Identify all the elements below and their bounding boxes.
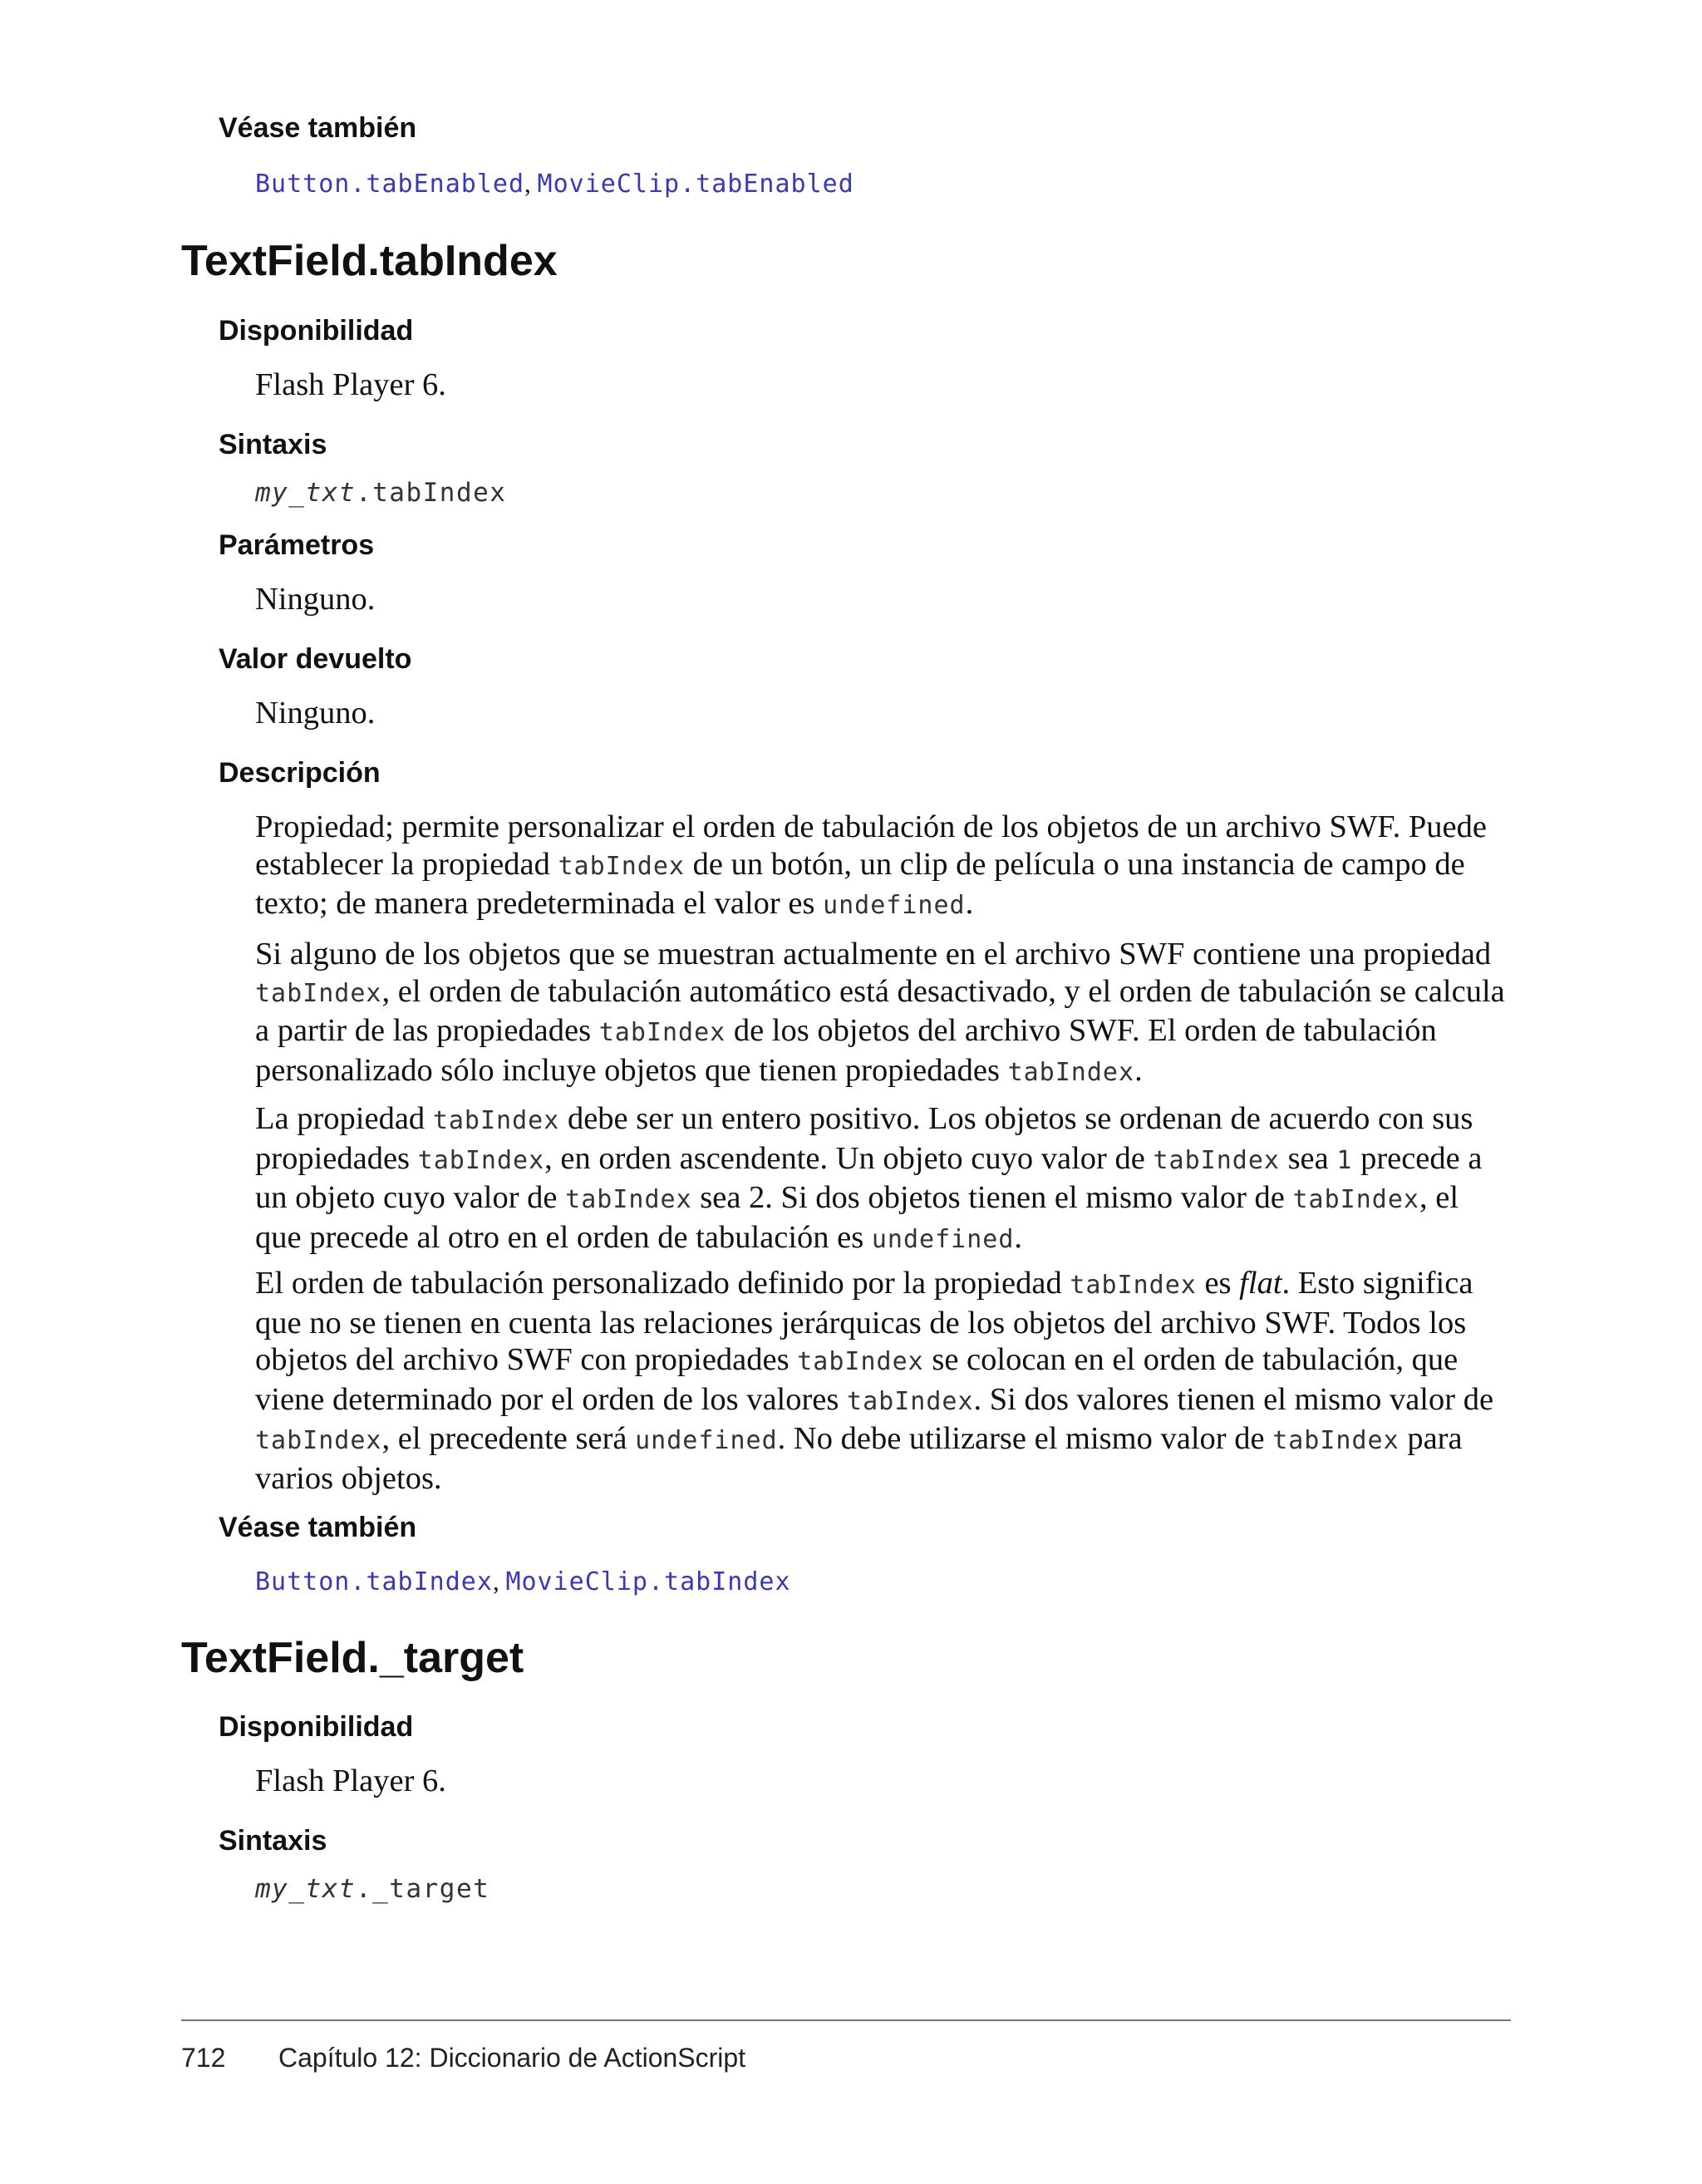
code-run: undefined: [635, 1426, 778, 1455]
return-value-text: Ninguno.: [255, 696, 376, 730]
text-run: debe ser un entero positivo. Los objetos se ordenan de acuerdo con sus propiedades: [255, 1101, 1473, 1176]
text-run: , el orden de tabulación automático está desactivado, y el orden de tabulación se calcula a partir de las propiedades: [255, 973, 1505, 1048]
separator: ,: [524, 169, 538, 198]
description-heading: Descripción: [219, 757, 381, 789]
see-also-heading-2: Véase también: [219, 1512, 417, 1543]
text-run: , en orden ascendente. Un objeto cuyo valor de: [544, 1140, 1154, 1176]
chapter-title: Capítulo 12: Diccionario de ActionScript: [278, 2043, 746, 2073]
text-run: sea: [1279, 1140, 1337, 1176]
code-run: undefined: [871, 1224, 1015, 1254]
text-run: , el precedente será: [381, 1421, 636, 1456]
section-title-tabindex: TextField.tabIndex: [181, 237, 558, 285]
footer-rule: [181, 2019, 1511, 2021]
syntax-object: my_txt: [255, 1874, 356, 1904]
text-run: .: [965, 886, 974, 921]
text-run: El orden de tabulación personalizado definido por la propiedad: [255, 1266, 1070, 1301]
link-button-tabenabled[interactable]: Button.tabEnabled: [255, 170, 525, 199]
code-run: tabIndex: [565, 1185, 692, 1214]
code-run: tabIndex: [1007, 1057, 1135, 1087]
code-run: tabIndex: [255, 978, 382, 1008]
code-run: tabIndex: [1153, 1145, 1280, 1175]
parameters-heading: Parámetros: [219, 529, 375, 561]
syntax-property: .tabIndex: [355, 478, 507, 508]
code-run: undefined: [823, 891, 966, 920]
syntax-property: ._target: [355, 1874, 490, 1904]
code-run: tabIndex: [255, 1426, 382, 1455]
description-paragraph-2: [255, 936, 1506, 1091]
link-button-tabindex[interactable]: Button.tabIndex: [255, 1567, 493, 1596]
code-run: tabIndex: [1272, 1426, 1399, 1455]
availability-text: Flash Player 6.: [255, 367, 446, 402]
return-value-heading: Valor devuelto: [219, 643, 412, 675]
syntax-code: [255, 476, 506, 509]
text-run: sea 2. Si dos objetos tienen el mismo valor de: [691, 1180, 1293, 1215]
syntax-heading-2: Sintaxis: [219, 1825, 327, 1857]
availability-heading: Disponibilidad: [219, 315, 414, 347]
description-paragraph-1: [255, 809, 1506, 925]
text-run: es: [1196, 1266, 1240, 1301]
text-run: .: [1134, 1052, 1143, 1088]
code-run: 1: [1336, 1145, 1353, 1175]
text-run: precede a un objeto cuyo valor de: [255, 1140, 1483, 1215]
description-paragraph-3: [255, 1100, 1506, 1258]
separator: ,: [492, 1567, 506, 1596]
italic-run: flat: [1239, 1266, 1282, 1301]
text-run: .: [1014, 1219, 1023, 1255]
code-run: tabIndex: [417, 1145, 545, 1175]
text-run: de un botón, un clip de película o una instancia de campo de texto; de manera predeterminada el valor es: [255, 846, 1465, 921]
syntax-code-2: [255, 1872, 489, 1906]
code-run: tabIndex: [558, 851, 685, 881]
see-also-heading: Véase también: [219, 112, 417, 144]
text-run: para varios objetos.: [255, 1421, 1463, 1496]
text-run: . No debe utilizarse el mismo valor de: [777, 1421, 1273, 1456]
code-run: tabIndex: [432, 1106, 560, 1135]
code-run: tabIndex: [797, 1347, 924, 1376]
see-also-links-2: [255, 1565, 791, 1599]
code-run: tabIndex: [598, 1018, 726, 1047]
code-run: tabIndex: [1292, 1185, 1419, 1214]
link-movieclip-tabindex[interactable]: MovieClip.tabIndex: [505, 1567, 791, 1596]
section-title-target: TextField._target: [181, 1634, 524, 1682]
see-also-links: [255, 167, 854, 201]
text-run: . Esto significa que no se tienen en cuenta las relaciones jerárquicas de los objetos del archivo SWF. Todos los objetos del archivo SWF con propiedades: [255, 1266, 1473, 1377]
link-movieclip-tabenabled[interactable]: MovieClip.tabEnabled: [537, 170, 854, 199]
parameters-text: Ninguno.: [255, 582, 376, 617]
text-run: , el que precede al otro en el orden de tabulación es: [255, 1180, 1459, 1255]
availability-heading-2: Disponibilidad: [219, 1711, 414, 1743]
text-run: de los objetos del archivo SWF. El orden de tabulación personalizado sólo incluye objetos que tienen propiedades: [255, 1013, 1437, 1088]
text-run: La propiedad: [255, 1101, 433, 1136]
code-run: tabIndex: [1070, 1271, 1197, 1300]
text-run: . Si dos valores tienen el mismo valor de: [973, 1381, 1494, 1417]
text-run: se colocan en el orden de tabulación, que viene determinado por el orden de los valores: [255, 1342, 1459, 1417]
text-run: Si alguno de los objetos que se muestran actualmente en el archivo SWF contiene una propiedad: [255, 937, 1492, 971]
description-paragraph-4: [255, 1265, 1506, 1497]
syntax-object: my_txt: [255, 478, 356, 508]
text-run: Propiedad; permite personalizar el orden de tabulación de los objetos de un archivo SWF. Puede establecer la propiedad: [255, 809, 1487, 882]
availability-text-2: Flash Player 6.: [255, 1763, 446, 1798]
syntax-heading: Sintaxis: [219, 429, 327, 460]
code-run: tabIndex: [847, 1386, 974, 1416]
page-number: 712: [181, 2043, 226, 2073]
